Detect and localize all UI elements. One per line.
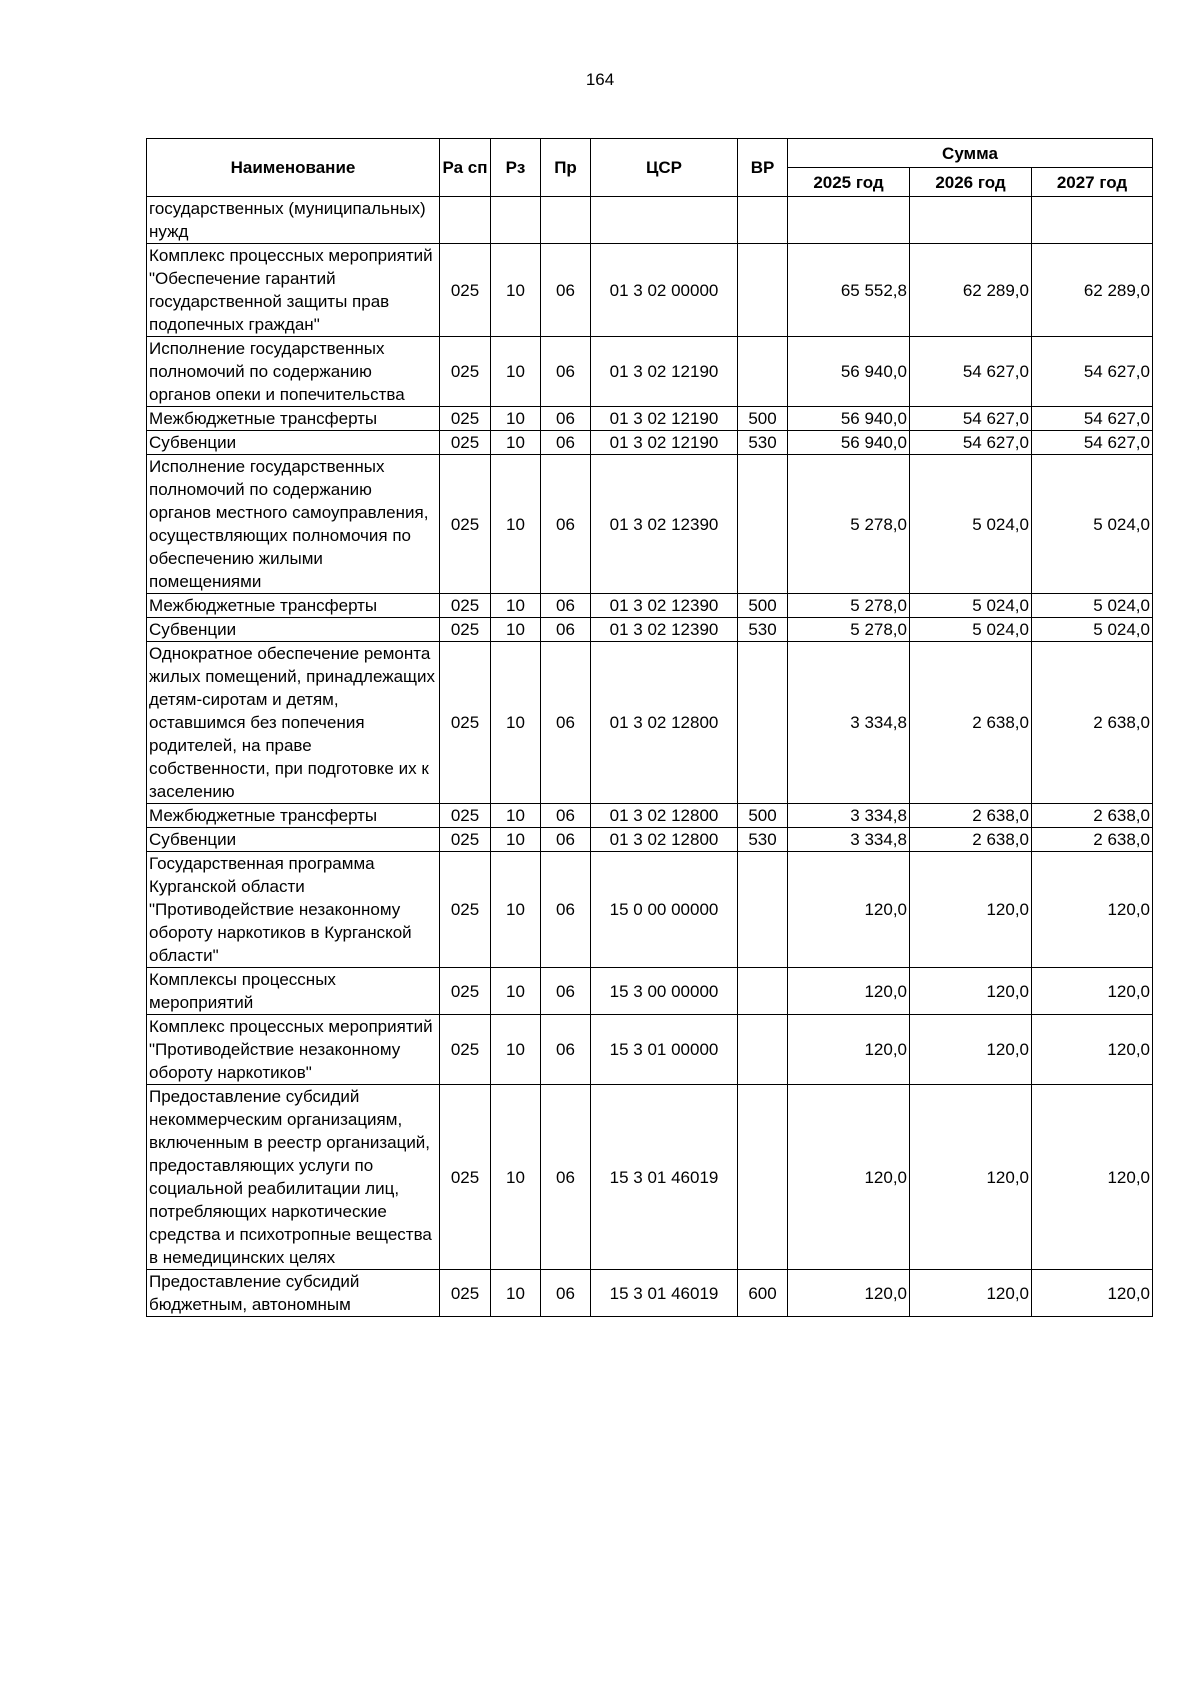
cell-csr: 01 3 02 12390 — [591, 455, 738, 594]
cell-vr: 530 — [738, 828, 788, 852]
cell-2026: 2 638,0 — [910, 804, 1032, 828]
cell-2027: 62 289,0 — [1032, 244, 1153, 337]
cell-2027: 120,0 — [1032, 968, 1153, 1015]
cell-name: Комплексы процессных мероприятий — [147, 968, 440, 1015]
header-vr: ВР — [738, 139, 788, 197]
cell-rz: 10 — [491, 828, 541, 852]
cell-csr: 01 3 02 00000 — [591, 244, 738, 337]
cell-name: Предоставление субсидий бюджетным, автономным — [147, 1270, 440, 1317]
cell-2026 — [910, 197, 1032, 244]
cell-rasp — [440, 197, 491, 244]
cell-csr: 01 3 02 12190 — [591, 431, 738, 455]
cell-vr — [738, 968, 788, 1015]
cell-csr: 15 3 01 00000 — [591, 1015, 738, 1085]
cell-2027: 2 638,0 — [1032, 828, 1153, 852]
cell-rz: 10 — [491, 431, 541, 455]
cell-rasp: 025 — [440, 618, 491, 642]
cell-vr — [738, 337, 788, 407]
cell-vr — [738, 1015, 788, 1085]
cell-2027: 120,0 — [1032, 852, 1153, 968]
cell-csr: 01 3 02 12390 — [591, 618, 738, 642]
header-pr: Пр — [541, 139, 591, 197]
cell-pr: 06 — [541, 1015, 591, 1085]
cell-csr: 01 3 02 12190 — [591, 407, 738, 431]
cell-name: Межбюджетные трансферты — [147, 594, 440, 618]
budget-table — [146, 138, 1153, 1317]
cell-rz: 10 — [491, 1015, 541, 1085]
cell-2026: 120,0 — [910, 1015, 1032, 1085]
cell-rasp: 025 — [440, 407, 491, 431]
cell-rasp: 025 — [440, 594, 491, 618]
cell-2027: 2 638,0 — [1032, 804, 1153, 828]
cell-pr: 06 — [541, 642, 591, 804]
header-year-2027: 2027 год — [1032, 168, 1153, 197]
cell-rz: 10 — [491, 1085, 541, 1270]
cell-2025: 120,0 — [788, 1015, 910, 1085]
cell-rz: 10 — [491, 594, 541, 618]
table-row — [147, 1270, 1153, 1317]
cell-vr — [738, 1085, 788, 1270]
table-row — [147, 407, 1153, 431]
cell-name: Субвенции — [147, 828, 440, 852]
cell-2025: 65 552,8 — [788, 244, 910, 337]
cell-name: Предоставление субсидий некоммерческим организациям, включенным в реестр организаций, предоставляющих услуги по социальной реабилитации лиц, потребляющих наркотические средства и психотропные вещества в немедицинских целях — [147, 1085, 440, 1270]
cell-csr: 15 3 01 46019 — [591, 1085, 738, 1270]
cell-2027: 120,0 — [1032, 1015, 1153, 1085]
cell-name: Комплекс процессных мероприятий "Обеспечение гарантий государственной защиты прав подопечных граждан" — [147, 244, 440, 337]
header-name: Наименование — [147, 139, 440, 197]
table-row — [147, 852, 1153, 968]
cell-rasp: 025 — [440, 431, 491, 455]
cell-rasp: 025 — [440, 642, 491, 804]
cell-name: Субвенции — [147, 431, 440, 455]
cell-name: Исполнение государственных полномочий по содержанию органов местного самоуправления, осуществляющих полномочия по обеспечению жилыми помещениями — [147, 455, 440, 594]
cell-csr: 01 3 02 12800 — [591, 642, 738, 804]
cell-pr: 06 — [541, 618, 591, 642]
cell-2027: 54 627,0 — [1032, 407, 1153, 431]
table-row — [147, 197, 1153, 244]
cell-vr: 500 — [738, 804, 788, 828]
cell-rasp: 025 — [440, 1085, 491, 1270]
table-body — [147, 197, 1153, 1317]
header-rasp: Ра сп — [440, 139, 491, 197]
cell-2026: 5 024,0 — [910, 618, 1032, 642]
cell-rasp: 025 — [440, 244, 491, 337]
cell-vr: 530 — [738, 618, 788, 642]
cell-name: государственных (муниципальных) нужд — [147, 197, 440, 244]
cell-2025: 56 940,0 — [788, 337, 910, 407]
table-row — [147, 431, 1153, 455]
cell-2025: 120,0 — [788, 968, 910, 1015]
header-csr: ЦСР — [591, 139, 738, 197]
cell-2027 — [1032, 197, 1153, 244]
cell-pr: 06 — [541, 594, 591, 618]
cell-rz: 10 — [491, 455, 541, 594]
cell-pr: 06 — [541, 407, 591, 431]
cell-2025 — [788, 197, 910, 244]
table-row — [147, 828, 1153, 852]
table-row — [147, 244, 1153, 337]
table-row — [147, 642, 1153, 804]
cell-2025: 3 334,8 — [788, 828, 910, 852]
cell-csr: 15 3 00 00000 — [591, 968, 738, 1015]
page-number: 164 — [585, 70, 615, 89]
cell-2026: 120,0 — [910, 1270, 1032, 1317]
cell-rz — [491, 197, 541, 244]
table-row — [147, 337, 1153, 407]
cell-2026: 62 289,0 — [910, 244, 1032, 337]
cell-2025: 56 940,0 — [788, 407, 910, 431]
cell-vr — [738, 244, 788, 337]
cell-name: Комплекс процессных мероприятий "Противодействие незаконному обороту наркотиков" — [147, 1015, 440, 1085]
cell-rasp: 025 — [440, 852, 491, 968]
cell-2027: 5 024,0 — [1032, 455, 1153, 594]
cell-rasp: 025 — [440, 804, 491, 828]
cell-name: Межбюджетные трансферты — [147, 407, 440, 431]
cell-2025: 120,0 — [788, 1270, 910, 1317]
cell-rz: 10 — [491, 642, 541, 804]
cell-pr: 06 — [541, 1085, 591, 1270]
cell-vr — [738, 455, 788, 594]
cell-csr: 01 3 02 12390 — [591, 594, 738, 618]
cell-2025: 5 278,0 — [788, 618, 910, 642]
cell-2026: 5 024,0 — [910, 594, 1032, 618]
table-row — [147, 804, 1153, 828]
cell-vr: 500 — [738, 407, 788, 431]
table-row — [147, 618, 1153, 642]
cell-vr: 500 — [738, 594, 788, 618]
cell-2025: 5 278,0 — [788, 594, 910, 618]
cell-2027: 2 638,0 — [1032, 642, 1153, 804]
cell-rasp: 025 — [440, 968, 491, 1015]
cell-name: Однократное обеспечение ремонта жилых помещений, принадлежащих детям-сиротам и детям, оставшимся без попечения родителей, на праве собственности, при подготовке их к заселению — [147, 642, 440, 804]
cell-pr: 06 — [541, 455, 591, 594]
cell-2025: 3 334,8 — [788, 804, 910, 828]
cell-2026: 2 638,0 — [910, 828, 1032, 852]
cell-vr: 600 — [738, 1270, 788, 1317]
cell-2027: 54 627,0 — [1032, 337, 1153, 407]
cell-vr — [738, 642, 788, 804]
cell-2026: 120,0 — [910, 968, 1032, 1015]
table-row — [147, 1015, 1153, 1085]
cell-name: Государственная программа Курганской области "Противодействие незаконному обороту наркотиков в Курганской области" — [147, 852, 440, 968]
cell-pr: 06 — [541, 968, 591, 1015]
cell-rasp: 025 — [440, 828, 491, 852]
cell-pr: 06 — [541, 244, 591, 337]
cell-rz: 10 — [491, 337, 541, 407]
table-header — [147, 139, 1153, 197]
cell-pr: 06 — [541, 804, 591, 828]
cell-csr — [591, 197, 738, 244]
table-row — [147, 968, 1153, 1015]
cell-2025: 120,0 — [788, 852, 910, 968]
cell-2025: 120,0 — [788, 1085, 910, 1270]
cell-rz: 10 — [491, 1270, 541, 1317]
cell-csr: 01 3 02 12800 — [591, 804, 738, 828]
cell-rz: 10 — [491, 244, 541, 337]
cell-rz: 10 — [491, 968, 541, 1015]
cell-2027: 120,0 — [1032, 1270, 1153, 1317]
cell-pr: 06 — [541, 431, 591, 455]
cell-2026: 54 627,0 — [910, 431, 1032, 455]
cell-pr — [541, 197, 591, 244]
cell-name: Субвенции — [147, 618, 440, 642]
cell-vr — [738, 852, 788, 968]
cell-2025: 3 334,8 — [788, 642, 910, 804]
table-row — [147, 594, 1153, 618]
header-year-2026: 2026 год — [910, 168, 1032, 197]
cell-2027: 120,0 — [1032, 1085, 1153, 1270]
header-sum: Сумма — [788, 139, 1153, 168]
cell-pr: 06 — [541, 1270, 591, 1317]
cell-2026: 54 627,0 — [910, 407, 1032, 431]
cell-2026: 120,0 — [910, 1085, 1032, 1270]
cell-rz: 10 — [491, 804, 541, 828]
cell-csr: 01 3 02 12190 — [591, 337, 738, 407]
cell-pr: 06 — [541, 828, 591, 852]
cell-csr: 01 3 02 12800 — [591, 828, 738, 852]
cell-vr — [738, 197, 788, 244]
cell-2027: 5 024,0 — [1032, 618, 1153, 642]
cell-pr: 06 — [541, 852, 591, 968]
cell-2026: 2 638,0 — [910, 642, 1032, 804]
header-year-2025: 2025 год — [788, 168, 910, 197]
cell-rz: 10 — [491, 618, 541, 642]
cell-2026: 54 627,0 — [910, 337, 1032, 407]
cell-rasp: 025 — [440, 1270, 491, 1317]
cell-csr: 15 3 01 46019 — [591, 1270, 738, 1317]
cell-2025: 5 278,0 — [788, 455, 910, 594]
cell-2027: 54 627,0 — [1032, 431, 1153, 455]
cell-rz: 10 — [491, 407, 541, 431]
cell-name: Межбюджетные трансферты — [147, 804, 440, 828]
cell-name: Исполнение государственных полномочий по содержанию органов опеки и попечительства — [147, 337, 440, 407]
cell-rz: 10 — [491, 852, 541, 968]
cell-rasp: 025 — [440, 1015, 491, 1085]
table-row — [147, 455, 1153, 594]
cell-2025: 56 940,0 — [788, 431, 910, 455]
header-rz: Рз — [491, 139, 541, 197]
cell-pr: 06 — [541, 337, 591, 407]
cell-vr: 530 — [738, 431, 788, 455]
cell-2026: 5 024,0 — [910, 455, 1032, 594]
cell-csr: 15 0 00 00000 — [591, 852, 738, 968]
cell-rasp: 025 — [440, 455, 491, 594]
table-row — [147, 1085, 1153, 1270]
cell-2026: 120,0 — [910, 852, 1032, 968]
cell-rasp: 025 — [440, 337, 491, 407]
cell-2027: 5 024,0 — [1032, 594, 1153, 618]
